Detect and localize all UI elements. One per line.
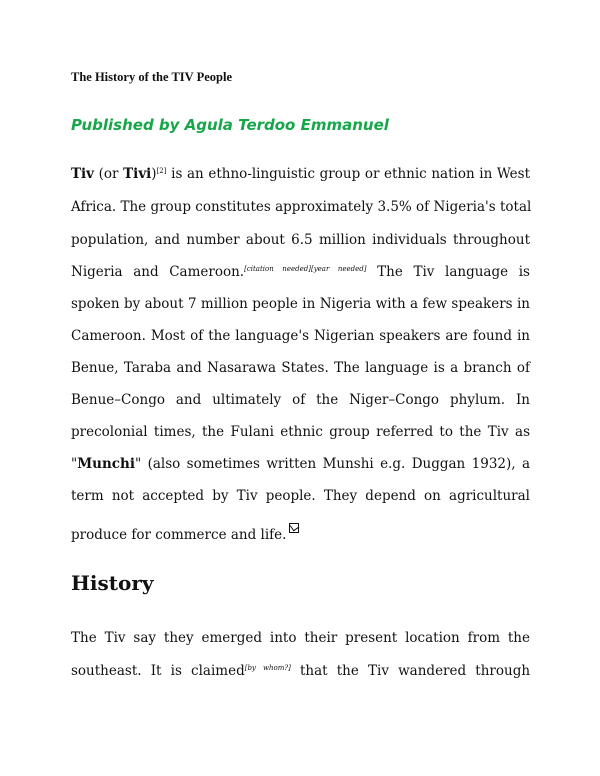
intro-line-8: Benue–Congo and ultimately of the Niger–Congo phylum. In — [71, 392, 530, 408]
history-line-2: southeast. It is claimed[by whom?] that the Tiv wandered through — [71, 663, 531, 679]
checkbox-icon — [289, 523, 299, 533]
history-heading: History — [71, 571, 154, 595]
intro-line-12: produce for commerce and life. — [71, 523, 530, 544]
intro-line-9: precolonial times, the Fulani ethnic group referred to the Tiv as — [71, 424, 530, 440]
history-line-1: The Tiv say they emerged into their present location from the — [71, 630, 530, 646]
by-whom-tag[interactable]: [by whom?] — [244, 664, 291, 672]
reference-link[interactable]: [2] — [156, 167, 167, 175]
intro-line-10: "Munchi" (also sometimes written Munshi e.g. Duggan 1932), a — [71, 456, 530, 472]
author-byline: Published by Agula Terdoo Emmanuel — [71, 116, 389, 134]
intro-line-3: population, and number about 6.5 million individuals throughout — [71, 232, 530, 248]
document-title: The History of the TIV People — [71, 70, 232, 84]
intro-line-6: Cameroon. Most of the language's Nigerian speakers are found in — [71, 328, 530, 344]
intro-line-11: term not accepted by Tiv people. They depend on agricultural — [71, 488, 530, 504]
term-tiv: Tiv — [71, 166, 95, 182]
intro-line-1: Tiv (or Tivi)[2] is an ethno-linguistic group or ethnic nation in West — [71, 166, 531, 182]
citation-needed-tag[interactable]: [citation needed][year needed] — [244, 265, 367, 273]
intro-line-2: Africa. The group constitutes approximately 3.5% of Nigeria's total — [71, 199, 532, 215]
term-munchi: Munchi — [77, 456, 135, 472]
term-tivi: Tivi — [123, 166, 152, 182]
intro-line-7: Benue, Taraba and Nasarawa States. The language is a branch of — [71, 360, 530, 376]
intro-line-4: Nigeria and Cameroon.[citation needed][year needed] The Tiv language is — [71, 264, 530, 280]
intro-line-5: spoken by about 7 million people in Nigeria with a few speakers in — [71, 296, 530, 312]
